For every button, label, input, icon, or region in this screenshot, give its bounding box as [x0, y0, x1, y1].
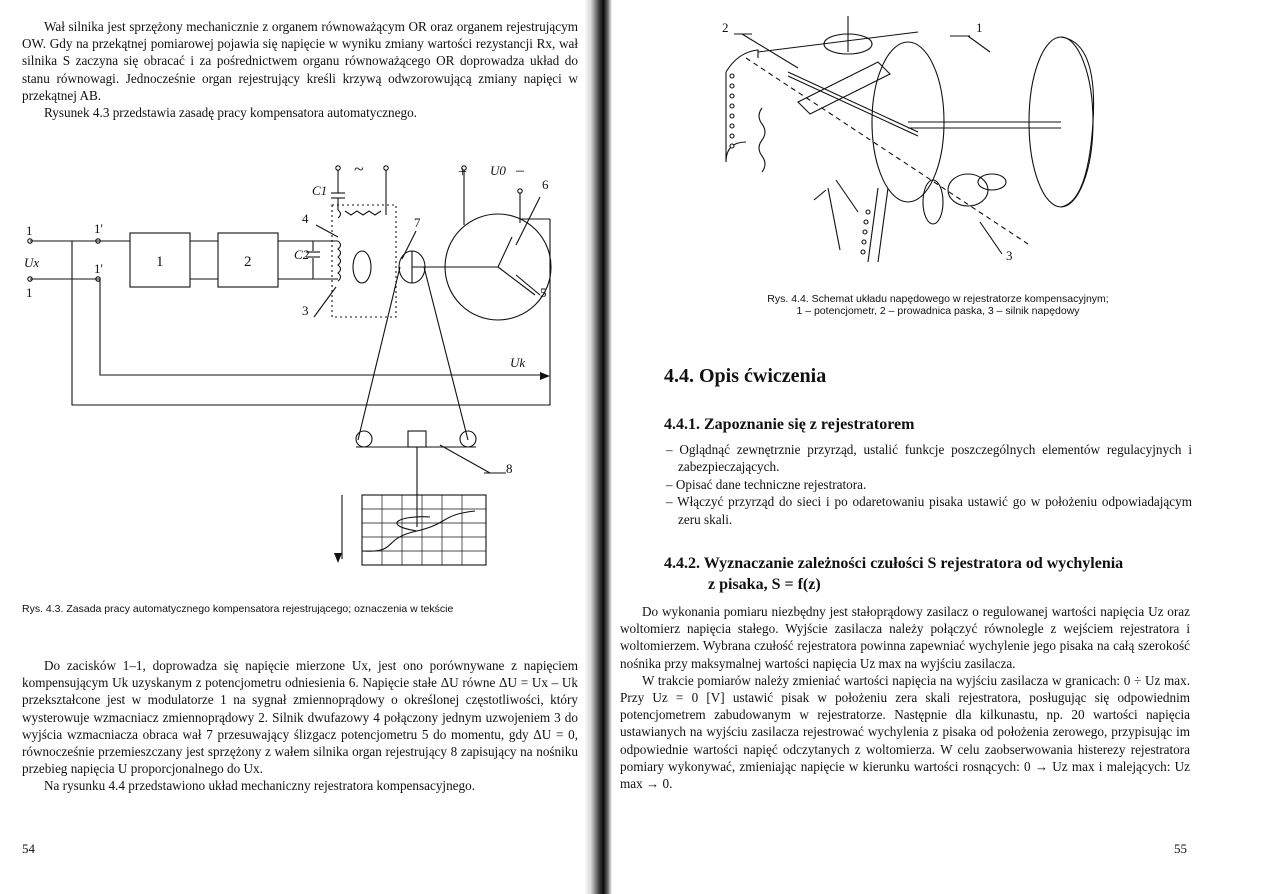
label-minus: – — [516, 162, 524, 179]
bullet-2: – Opisać dane techniczne rejestratora. — [666, 476, 867, 492]
figure-4-4 — [718, 12, 1148, 272]
ac-terminal-right — [384, 166, 388, 170]
motor-pulley — [978, 174, 1006, 190]
motor-winding-4 — [345, 211, 381, 215]
section-title: 4.4. Opis ćwiczenia — [664, 365, 827, 387]
body-paragraph-1: Do zacisków 1–1, doprowadza się napięcie mierzone Ux, jest ono porównywane z napięciem kompensującym Uk uzyskanym z potencjometru odniesienia 6. Napięcie stałe ΔU równe ΔU = Ux – Uk przekształcone jest w modulatorze 1 na sygnał zmiennoprądowy o określonej częstotliwości, który wysterowuje wzmacniacz zmiennoprądowy 2. Silnik dwufazowy 4 połączony jednym uzwojeniem 3 do wyjścia wzmacniacza obraca wał 7 przesuwający ślizgacz potencjometru 5 do momentu, gdy ΔU = 0, równocześnie przemieszczany jest sprzężony z wałem silnika organ rejestrujący 8 zapisujący na nośniku przebieg napięcia U proporcjonalnego do Ux. — [22, 658, 578, 777]
figure-4-4-caption — [728, 293, 1148, 317]
label-ac: ~ — [354, 159, 364, 179]
motor-rotor — [353, 251, 371, 283]
label-1p-top: 1' — [94, 221, 103, 236]
subsection-title-2 — [664, 553, 1198, 595]
label-1p-bottom: 1' — [94, 261, 103, 276]
caption-line-1: Rys. 4.4. Schemat układu napędowego w rejestratorze kompensacyjnym; — [767, 293, 1109, 305]
gear — [923, 180, 943, 224]
shaft-cylinder — [798, 62, 890, 114]
motor-boundary — [332, 205, 396, 317]
label-uk: Uk — [510, 355, 526, 370]
bullet-3: – Włączyć przyrząd do sieci i po odaretowaniu pisaka ustawić go w położeniu odpowiadającym zeru skali. — [666, 494, 1192, 527]
ac-terminal-left — [336, 166, 340, 170]
intro-paragraph-2: Rysunek 4.3 przedstawia zasadę pracy kompensatora automatycznego. — [44, 105, 417, 121]
subsection-title-2-line-1: 4.4.2. Wyznaczanie zależności czułości S rejestratora od wychylenia — [664, 555, 1124, 572]
paper-arrowhead — [334, 553, 342, 563]
label-7: 7 — [414, 215, 421, 230]
caption-line-2: 1 – potencjometr, 2 – prowadnica paska, 3 – silnik napędowy — [796, 305, 1080, 317]
page-number-right: 55 — [1174, 841, 1187, 856]
lower-sprocket — [861, 210, 870, 254]
label-c2: C2 — [294, 247, 310, 262]
bullet-1: – Oglądnąć zewnętrznie przyrząd, ustalić funkcje poszczególnych elementów regulacyjnych i zabezpieczających. — [666, 442, 1192, 475]
motor-3 — [948, 174, 988, 206]
label-1-top: 1 — [26, 223, 33, 238]
fig44-label-1: 1 — [976, 20, 983, 35]
intro-paragraph-1: Wał silnika jest sprzężony mechanicznie z organem równoważącym OR oraz organem rejestrującym OW. Gdy na przekątnej pomiarowej pojawia się napięcie w wyniku zmiany wartości rezystancji Rx, wał silnika S zaczyna się obracać i za pośrednictwem organu równoważącego OR doprowadza układ do stanu równowagi. Jednocześnie organ rejestrujący kreśli krzywą odwzorowującą zmiany napięci w przekątnej AB. — [22, 19, 578, 103]
label-8: 8 — [506, 461, 513, 476]
body-text-left — [22, 657, 578, 795]
cable — [759, 108, 765, 172]
uk-arrowhead — [540, 372, 550, 380]
bullet-list — [666, 441, 1192, 528]
guide-rod — [788, 72, 918, 132]
label-6: 6 — [542, 177, 549, 192]
label-5: 5 — [540, 285, 547, 300]
label-1-bottom: 1 — [26, 285, 33, 300]
feedback-line-uk — [100, 279, 540, 375]
label-u0: U0 — [490, 163, 506, 178]
figure-4-3 — [20, 155, 580, 575]
box-2-label: 2 — [244, 254, 252, 270]
sprocket-holes — [730, 74, 734, 148]
belt-right — [424, 267, 468, 440]
supply-minus-terminal — [518, 189, 522, 193]
right-page — [600, 0, 1262, 894]
label-ux: Ux — [24, 255, 40, 270]
body-paragraph-2: Na rysunku 4.4 przedstawiono układ mechaniczny rejestratora kompensacyjnego. — [44, 778, 476, 794]
slider-5 — [498, 237, 512, 267]
fig44-label-3: 3 — [1006, 248, 1013, 263]
label-plus: + — [458, 164, 468, 181]
pen-carriage — [408, 431, 426, 447]
motor-winding-3 — [338, 241, 341, 281]
box-1-label: 1 — [156, 254, 164, 270]
fig44-label-2: 2 — [722, 20, 729, 35]
page-number-left: 54 — [22, 841, 35, 856]
left-page — [0, 0, 600, 894]
belt-guide-2 — [726, 72, 746, 162]
label-c1: C1 — [312, 183, 328, 198]
right-paragraph-1: Do wykonania pomiaru niezbędny jest stałoprądowy zasilacz o regulowanej wartości napięcia Uz oraz woltomierz napięcia stałego. Wyjście zasilacza należy połączyć równolegle z wejściem rejestratora i woltomierzem. Wybrana czułość rejestratora powinna zapewniać wychylenie jego pisaka na całą szerokość nośnika przy maksymalnej wartości napięcia Uz max na wyjściu zasilacza. — [620, 604, 1190, 671]
right-paragraph-2: W trakcie pomiarów należy zmieniać wartości napięcia na wyjściu zasilacza w granicach: 0 ÷ Uz max. Przy Uz = 0 [V] ustawić pisak w położeniu zera skali rejestratora, posługując się odpowiednim potencjometrem zabudowanym w rejestratorze. Następnie dla kilkunastu, np. 20 wartości napięcia ustawianych na wyjściu zasilacza rejestrować wychylenia z pisaka od położenia zerowego, przypisując im odpowiednie wartości napięć odczytanych z woltomierza. W celu zaobserwowania histerezy rejestratora pomiary wykonywać, zmieniając napięcie w kierunku wartości rosnących: 0 → Uz max i malejących: Uz max → 0. — [620, 672, 1190, 792]
drive-belt — [746, 58, 1028, 244]
belt-left — [358, 267, 400, 440]
label-4: 4 — [302, 211, 309, 226]
subsection-title-1: 4.4.1. Zapoznanie się z rejestratorem — [664, 416, 915, 433]
label-3: 3 — [302, 303, 309, 318]
body-text-right — [620, 603, 1190, 792]
subsection-title-2-line-2: z pisaka, S = f(z) — [708, 576, 821, 593]
figure-4-3-caption: Rys. 4.3. Zasada pracy automatycznego kompensatora rejestrującego; oznaczenia w tekście — [22, 603, 454, 615]
intro-text — [22, 18, 578, 121]
chart-paper — [362, 495, 486, 565]
